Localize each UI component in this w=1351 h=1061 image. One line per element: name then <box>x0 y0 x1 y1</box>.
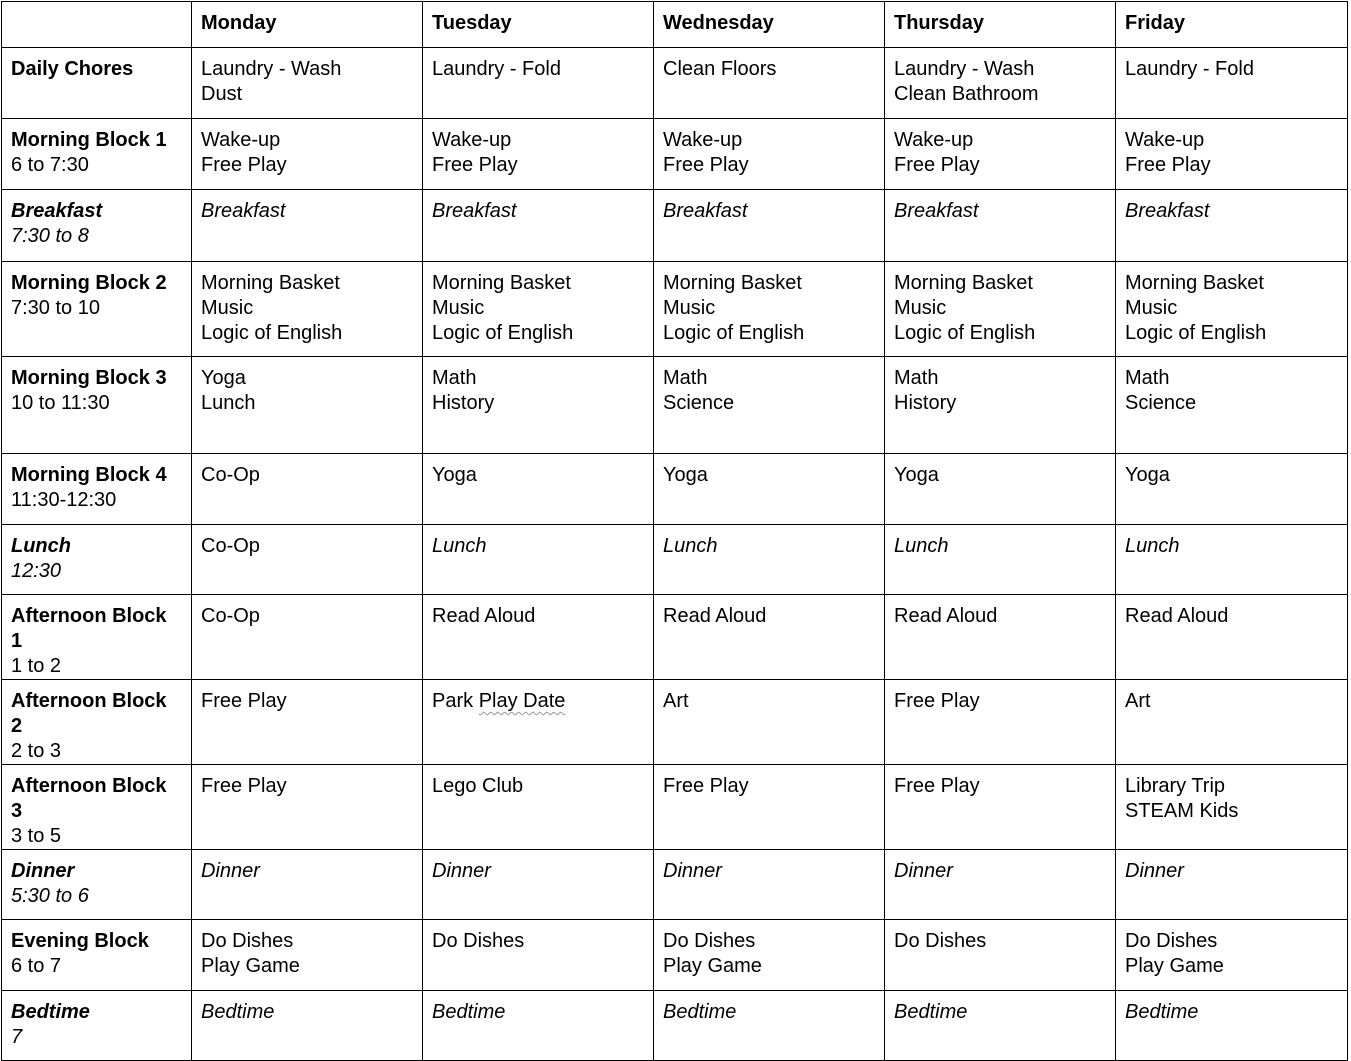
activity-item: Yoga <box>663 464 708 486</box>
block-name: Lunch <box>11 535 71 557</box>
activity-cell-tuesday[interactable] <box>423 850 654 920</box>
activity-cell-thursday[interactable] <box>885 850 1116 920</box>
row-label <box>2 190 192 262</box>
activity-item: Free Play <box>894 690 980 712</box>
activity-cell-tuesday[interactable] <box>423 262 654 357</box>
weekly-schedule-table <box>1 1 1348 1061</box>
activity-item: Free Play <box>201 690 287 712</box>
activity-item: Breakfast <box>201 200 286 222</box>
activity-item: Co-Op <box>201 605 260 627</box>
activity-item: Dinner <box>432 860 491 882</box>
activity-item: Free Play <box>894 154 980 176</box>
schedule-row-dinner <box>2 850 1348 920</box>
activity-item: Breakfast <box>663 200 748 222</box>
activity-item: Do Dishes <box>894 930 987 952</box>
activity-item: Wake-up <box>432 129 512 151</box>
activity-item: Free Play <box>894 775 980 797</box>
activity-cell-friday[interactable] <box>1116 680 1348 765</box>
schedule-row-morning-block-2 <box>2 262 1348 357</box>
block-name: Evening Block <box>11 930 149 952</box>
activity-cell-monday[interactable] <box>192 190 423 262</box>
activity-item: Logic of English <box>894 322 1036 344</box>
activity-item: Do Dishes <box>1125 930 1218 952</box>
activity-item: Laundry - Wash <box>201 58 342 80</box>
row-label <box>2 357 192 454</box>
header-row <box>2 2 1348 48</box>
activity-cell-tuesday[interactable] <box>423 765 654 850</box>
activity-cell-thursday[interactable] <box>885 920 1116 991</box>
activity-cell-wednesday[interactable] <box>654 48 885 119</box>
activity-item: Morning Basket <box>894 272 1033 294</box>
row-label <box>2 680 192 765</box>
activity-cell-tuesday[interactable] <box>423 357 654 454</box>
activity-item: Lunch <box>1125 535 1180 557</box>
block-time: 11:30-12:30 <box>11 489 117 511</box>
schedule-row-lunch <box>2 525 1348 595</box>
activity-item: Read Aloud <box>894 605 998 627</box>
schedule-row-afternoon-block-1 <box>2 595 1348 680</box>
activity-cell-monday[interactable] <box>192 454 423 525</box>
block-time: 12:30 <box>11 560 62 582</box>
activity-cell-monday[interactable] <box>192 991 423 1061</box>
block-time: 6 to 7:30 <box>11 154 89 176</box>
activity-cell-tuesday[interactable] <box>423 119 654 190</box>
activity-cell-wednesday[interactable] <box>654 680 885 765</box>
activity-cell-thursday[interactable] <box>885 357 1116 454</box>
activity-cell-monday[interactable] <box>192 765 423 850</box>
activity-item: Morning Basket <box>432 272 571 294</box>
activity-item: Free Play <box>1125 154 1211 176</box>
row-label <box>2 595 192 680</box>
activity-cell-wednesday[interactable] <box>654 850 885 920</box>
activity-cell-wednesday[interactable] <box>654 920 885 991</box>
activity-item: Logic of English <box>663 322 805 344</box>
activity-item: Lego Club <box>432 775 524 797</box>
activity-item: Bedtime <box>894 1001 968 1023</box>
activity-cell-tuesday[interactable] <box>423 190 654 262</box>
schedule-row-evening-block <box>2 920 1348 991</box>
activity-item: Play Game <box>1125 955 1224 977</box>
activity-cell-wednesday[interactable] <box>654 119 885 190</box>
activity-item: Dinner <box>201 860 260 882</box>
activity-cell-thursday[interactable] <box>885 765 1116 850</box>
activity-cell-wednesday[interactable] <box>654 595 885 680</box>
block-name: Morning Block 1 <box>11 129 167 151</box>
activity-item: Laundry - Fold <box>1125 58 1254 80</box>
activity-cell-friday[interactable] <box>1116 262 1348 357</box>
activity-item: Morning Basket <box>201 272 340 294</box>
activity-item: Library Trip <box>1125 775 1226 797</box>
activity-item: Lunch <box>432 535 487 557</box>
activity-cell-thursday[interactable] <box>885 595 1116 680</box>
activity-cell-wednesday[interactable] <box>654 525 885 595</box>
activity-item: Morning Basket <box>663 272 802 294</box>
row-label <box>2 765 192 850</box>
activity-item: Read Aloud <box>1125 605 1229 627</box>
schedule-row-afternoon-block-2 <box>2 680 1348 765</box>
activity-cell-tuesday[interactable] <box>423 920 654 991</box>
activity-cell-wednesday[interactable] <box>654 765 885 850</box>
activity-item: Wake-up <box>1125 129 1205 151</box>
activity-cell-monday[interactable] <box>192 525 423 595</box>
activity-cell-friday[interactable] <box>1116 850 1348 920</box>
schedule-row-afternoon-block-3 <box>2 765 1348 850</box>
day-header-thursday: Thursday <box>885 2 1116 48</box>
activity-item: Logic of English <box>1125 322 1267 344</box>
activity-item: Do Dishes <box>432 930 525 952</box>
day-header-wednesday: Wednesday <box>654 2 885 48</box>
activity-item: Art <box>1125 690 1151 712</box>
activity-cell-monday[interactable] <box>192 48 423 119</box>
block-time: 7 <box>11 1026 23 1048</box>
activity-item: Free Play <box>663 775 749 797</box>
activity-item: History <box>894 392 957 414</box>
row-label <box>2 119 192 190</box>
activity-cell-friday[interactable] <box>1116 765 1348 850</box>
activity-item: Clean Bathroom <box>894 83 1039 105</box>
block-name: Dinner <box>11 860 75 882</box>
activity-cell-tuesday[interactable] <box>423 525 654 595</box>
activity-cell-thursday[interactable] <box>885 991 1116 1061</box>
activity-item: Read Aloud <box>663 605 767 627</box>
block-name: Afternoon Block 1 <box>11 605 167 652</box>
activity-item: Do Dishes <box>663 930 756 952</box>
activity-item: Breakfast <box>432 200 517 222</box>
block-time: 5:30 to 6 <box>11 885 89 907</box>
row-label <box>2 525 192 595</box>
activity-cell-tuesday[interactable] <box>423 680 654 765</box>
schedule-row-bedtime <box>2 991 1348 1061</box>
block-time: 10 to 11:30 <box>11 392 110 414</box>
schedule-row-morning-block-3 <box>2 357 1348 454</box>
day-header-friday: Friday <box>1116 2 1348 48</box>
activity-item: Math <box>894 367 939 389</box>
row-label <box>2 454 192 525</box>
activity-item: Do Dishes <box>201 930 294 952</box>
schedule-body <box>2 2 1348 1061</box>
activity-cell-friday[interactable] <box>1116 525 1348 595</box>
spellcheck-underline: Play Date <box>478 690 566 712</box>
activity-item: Dinner <box>894 860 953 882</box>
activity-item: Music <box>1125 297 1178 319</box>
activity-item: Dinner <box>663 860 722 882</box>
activity-cell-thursday[interactable] <box>885 119 1116 190</box>
activity-item: Wake-up <box>663 129 743 151</box>
block-name: Morning Block 4 <box>11 464 167 486</box>
block-time: 7:30 to 8 <box>11 225 89 247</box>
day-header-monday: Monday <box>192 2 423 48</box>
activity-item: Lunch <box>201 392 256 414</box>
row-label <box>2 850 192 920</box>
activity-cell-monday[interactable] <box>192 357 423 454</box>
row-label <box>2 991 192 1061</box>
activity-item: Lunch <box>663 535 718 557</box>
activity-item: Co-Op <box>201 464 260 486</box>
schedule-row-daily-chores <box>2 48 1348 119</box>
activity-cell-thursday[interactable] <box>885 525 1116 595</box>
activity-cell-tuesday[interactable] <box>423 454 654 525</box>
activity-cell-thursday[interactable] <box>885 680 1116 765</box>
block-name: Bedtime <box>11 1001 90 1023</box>
activity-cell-wednesday[interactable] <box>654 991 885 1061</box>
activity-item: Yoga <box>894 464 939 486</box>
activity-item: Free Play <box>663 154 749 176</box>
activity-item: Play Game <box>201 955 300 977</box>
activity-item: Music <box>663 297 716 319</box>
activity-cell-friday[interactable] <box>1116 357 1348 454</box>
activity-item: Park Play Date <box>432 690 566 712</box>
row-label <box>2 48 192 119</box>
block-name: Afternoon Block 2 <box>11 690 167 737</box>
activity-cell-friday[interactable] <box>1116 48 1348 119</box>
activity-cell-wednesday[interactable] <box>654 454 885 525</box>
activity-item: STEAM Kids <box>1125 800 1239 822</box>
schedule-row-morning-block-4 <box>2 454 1348 525</box>
activity-cell-friday[interactable] <box>1116 119 1348 190</box>
activity-cell-tuesday[interactable] <box>423 48 654 119</box>
activity-item: Co-Op <box>201 535 260 557</box>
row-label <box>2 262 192 357</box>
activity-item: Bedtime <box>432 1001 506 1023</box>
activity-cell-friday[interactable] <box>1116 595 1348 680</box>
schedule-row-breakfast <box>2 190 1348 262</box>
activity-cell-tuesday[interactable] <box>423 991 654 1061</box>
block-time: 2 to 3 <box>11 740 62 762</box>
activity-cell-friday[interactable] <box>1116 991 1348 1061</box>
activity-item: Free Play <box>201 154 287 176</box>
activity-item: Bedtime <box>201 1001 275 1023</box>
activity-item: Read Aloud <box>432 605 536 627</box>
activity-item: Math <box>1125 367 1170 389</box>
activity-item: Music <box>432 297 485 319</box>
activity-item: Clean Floors <box>663 58 777 80</box>
activity-cell-wednesday[interactable] <box>654 357 885 454</box>
block-name: Afternoon Block 3 <box>11 775 167 822</box>
activity-cell-friday[interactable] <box>1116 454 1348 525</box>
activity-cell-thursday[interactable] <box>885 190 1116 262</box>
row-label <box>2 920 192 991</box>
activity-cell-thursday[interactable] <box>885 48 1116 119</box>
activity-item: Dinner <box>1125 860 1184 882</box>
activity-item: Wake-up <box>894 129 974 151</box>
corner-cell <box>2 2 192 48</box>
activity-item: Science <box>663 392 735 414</box>
block-name: Breakfast <box>11 200 103 222</box>
block-time: 1 to 2 <box>11 655 62 677</box>
activity-item: Math <box>663 367 708 389</box>
activity-item: Play Game <box>663 955 762 977</box>
activity-item: Morning Basket <box>1125 272 1264 294</box>
activity-cell-friday[interactable] <box>1116 920 1348 991</box>
activity-cell-wednesday[interactable] <box>654 262 885 357</box>
activity-cell-monday[interactable] <box>192 119 423 190</box>
activity-cell-monday[interactable] <box>192 680 423 765</box>
activity-item: Math <box>432 367 477 389</box>
activity-item: Yoga <box>432 464 477 486</box>
activity-item: Laundry - Wash <box>894 58 1035 80</box>
block-time: 6 to 7 <box>11 955 62 977</box>
activity-item: Art <box>663 690 689 712</box>
activity-cell-thursday[interactable] <box>885 454 1116 525</box>
activity-item: Breakfast <box>894 200 979 222</box>
activity-item: Breakfast <box>1125 200 1210 222</box>
activity-item: Free Play <box>432 154 518 176</box>
activity-item: Bedtime <box>1125 1001 1199 1023</box>
activity-cell-wednesday[interactable] <box>654 190 885 262</box>
activity-item: Free Play <box>201 775 287 797</box>
activity-item: Dust <box>201 83 243 105</box>
activity-item: Music <box>201 297 254 319</box>
activity-cell-monday[interactable] <box>192 262 423 357</box>
day-header-tuesday: Tuesday <box>423 2 654 48</box>
schedule-row-morning-block-1 <box>2 119 1348 190</box>
block-name: Morning Block 2 <box>11 272 167 294</box>
block-name: Morning Block 3 <box>11 367 167 389</box>
activity-item: Bedtime <box>663 1001 737 1023</box>
activity-cell-tuesday[interactable] <box>423 595 654 680</box>
activity-item: History <box>432 392 495 414</box>
activity-item: Lunch <box>894 535 949 557</box>
activity-item: Science <box>1125 392 1197 414</box>
activity-cell-monday[interactable] <box>192 595 423 680</box>
block-time: 7:30 to 10 <box>11 297 100 319</box>
activity-cell-thursday[interactable] <box>885 262 1116 357</box>
activity-cell-monday[interactable] <box>192 850 423 920</box>
activity-item: Music <box>894 297 947 319</box>
activity-item: Yoga <box>1125 464 1170 486</box>
activity-cell-monday[interactable] <box>192 920 423 991</box>
activity-item: Logic of English <box>201 322 343 344</box>
activity-item: Wake-up <box>201 129 281 151</box>
block-name: Daily Chores <box>11 58 134 80</box>
activity-cell-friday[interactable] <box>1116 190 1348 262</box>
activity-item: Yoga <box>201 367 246 389</box>
activity-item: Laundry - Fold <box>432 58 561 80</box>
block-time: 3 to 5 <box>11 825 62 847</box>
activity-item: Logic of English <box>432 322 574 344</box>
